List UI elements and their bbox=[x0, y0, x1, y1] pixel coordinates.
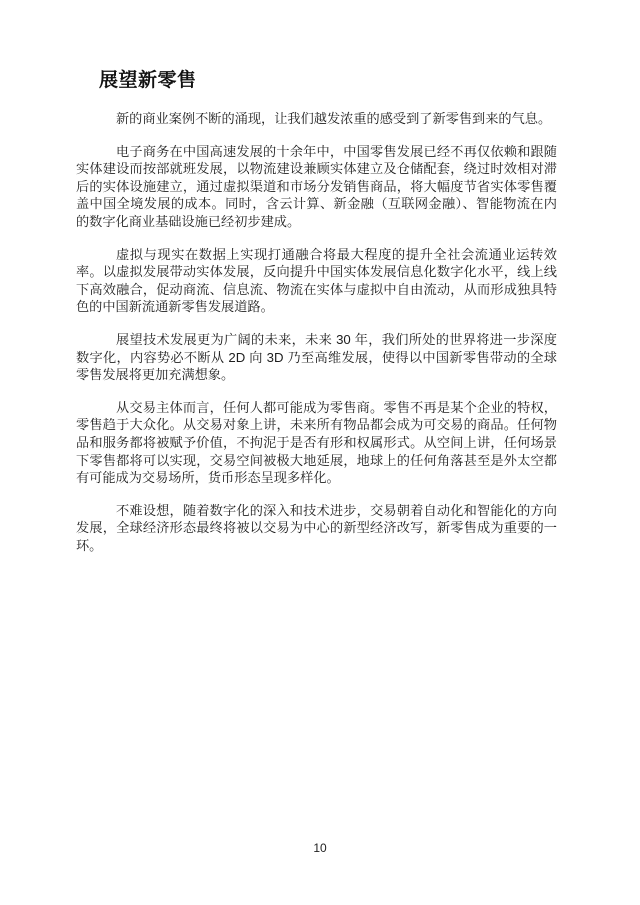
page-title: 展望新零售 bbox=[99, 70, 197, 91]
paragraph: 电子商务在中国高速发展的十余年中，中国零售发展已经不再仅依赖和跟随实体建设而按部就班发展，以物流建设兼顾实体建立及仓储配套，绕过时效相对滞后的实体设施建立，通过虚拟渠道和市场分发销售商品，将大幅度节省实体零售覆盖中国全境发展的成本。同时，含云计算、新金融（互联网金融）、智能物流在内的数字化商业基础设施已经初步建成。 bbox=[76, 143, 557, 229]
paragraph: 从交易主体而言，任何人都可能成为零售商。零售不再是某个企业的特权，零售趋于大众化。从交易对象上讲，未来所有物品都会成为可交易的商品。任何物品和服务都将被赋予价值，不拘泥于是否有形和权属形式。从空间上讲，任何场景下零售都将可以实现，交易空间被极大地延展，地球上的任何角落甚至是外太空都有可能成为交易场所，货币形态呈现多样化。 bbox=[76, 399, 557, 486]
paragraph: 虚拟与现实在数据上实现打通融合将最大程度的提升全社会流通业运转效率。以虚拟发展带动实体发展，反向提升中国实体发展信息化数字化水平，线上线下高效融合，促动商流、信息流、物流在实体与虚拟中自由流动，从而形成独具特色的中国新流通新零售发展道路。 bbox=[76, 246, 557, 315]
paragraph: 新的商业案例不断的涌现，让我们越发浓重的感受到了新零售到来的气息。 bbox=[116, 111, 552, 126]
paragraph: 不难设想，随着数字化的深入和技术进步，交易朝着自动化和智能化的方向发展，全球经济形态最终将被以交易为中心的新型经济改写，新零售成为重要的一环。 bbox=[76, 502, 557, 553]
page-number: 10 bbox=[313, 841, 327, 855]
paragraph: 展望技术发展更为广阔的未来，未来 30 年，我们所处的世界将进一步深度数字化，内容势必不断从 2D 向 3D 乃至高维发展，使得以中国新零售带动的全球零售发展将更加充满想象。 bbox=[76, 331, 557, 383]
